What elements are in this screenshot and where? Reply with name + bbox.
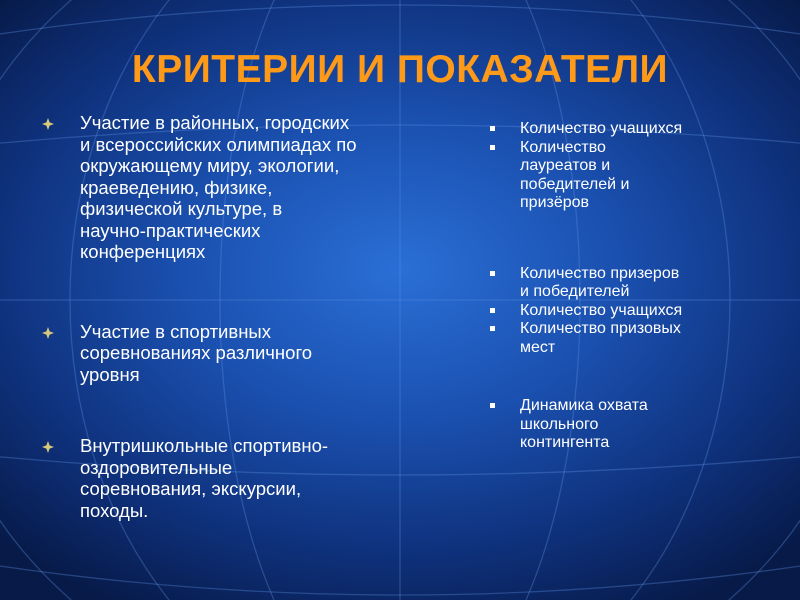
criteria-item-text: Участие в районных, городских и всероссийских олимпиадах по окружающему миру, экологии, краеведению, физике, физической культуре, в научно-практических конференциях — [80, 112, 357, 262]
indicator-item-text: Количество призеров и победителей — [520, 264, 680, 300]
criteria-item — [36, 112, 456, 263]
indicators-list — [488, 120, 788, 453]
square-bullet-icon — [490, 126, 495, 131]
indicator-item — [488, 320, 788, 357]
indicator-item — [488, 120, 788, 139]
square-bullet-icon — [490, 326, 495, 331]
criteria-item-text: Внутришкольные спортивно- оздоровительные соревнования, экскурсии, походы. — [80, 435, 329, 521]
indicator-item-text: Количество учащихся — [520, 120, 683, 137]
criteria-item — [36, 435, 456, 521]
indicator-item — [488, 302, 788, 321]
indicator-item-text: Количество учащихся — [520, 301, 683, 319]
diamond-bullet-icon — [42, 327, 54, 339]
criteria-list — [36, 112, 456, 521]
square-bullet-icon — [490, 403, 495, 408]
square-bullet-icon — [490, 308, 495, 313]
indicator-item-text: Динамика охвата школьного контингента — [520, 397, 648, 451]
criteria-item — [36, 321, 456, 386]
square-bullet-icon — [490, 145, 495, 150]
indicator-item-text: Количество лауреатов и победителей и призёров — [520, 138, 630, 211]
indicator-item-text: Количество призовых мест — [520, 320, 681, 356]
indicator-item — [488, 139, 788, 213]
indicator-item — [488, 397, 788, 453]
slide-title: КРИТЕРИИ И ПОКАЗАТЕЛИ — [131, 48, 669, 91]
criteria-item-text: Участие в спортивных соревнованиях различного уровня — [80, 320, 313, 385]
square-bullet-icon — [490, 271, 495, 276]
diamond-bullet-icon — [42, 118, 54, 130]
indicator-item — [488, 265, 788, 302]
diamond-bullet-icon — [42, 441, 54, 453]
